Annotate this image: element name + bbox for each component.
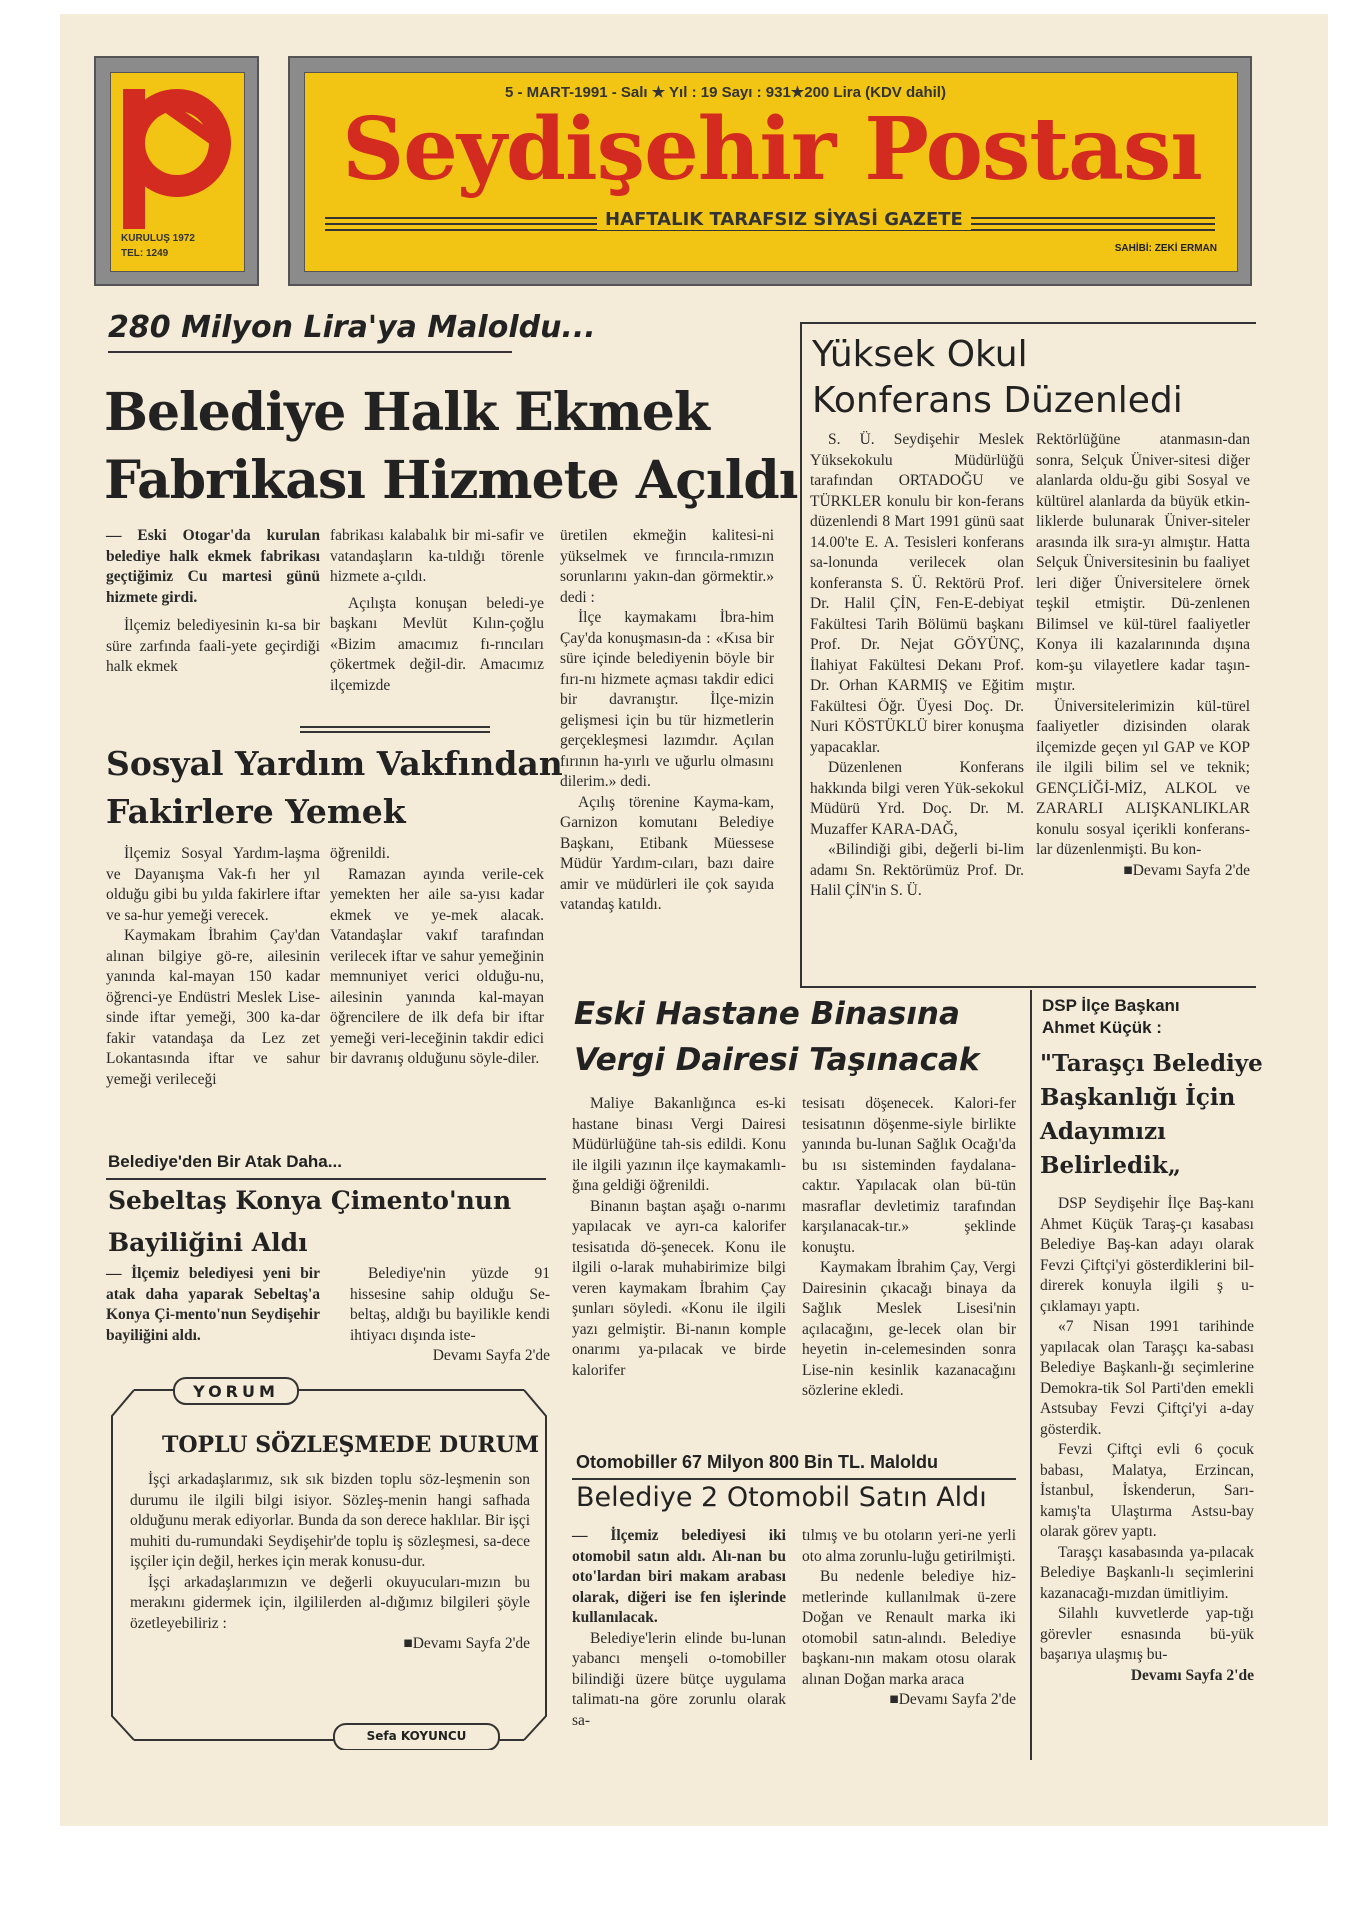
- conference-col2-paragraph: Rektörlüğüne atanmasın-dan sonra, Selçuk Üniver-sitesi diğer alanlarda oldu-ğu gibi Sosyal ve kültürel alanlarda da büyük etkin-liklerde bulunarak Üniver-siteler arasında ilk sıra-yı almıştır. Hatta Selçuk Üniversitesinin bu faaliyet leri diğer Üniversitelere örnek teşkil etmiştir. Dü-zenlenen Bilimsel ve kül-türel faaliyetler Konya ili kazalarınında dışına kom-şu vilayetlere kadar taşın-mıştır.: [1036, 431, 1250, 694]
- conference-col1-paragraph-3: «Bilindiği gibi, değerli bi-lim adamı Sn. Rektörümüz Prof. Dr. Halil ÇİN'in S. Ü.: [810, 841, 1024, 899]
- cars-col1-paragraph: Belediye'lerin elinde bu-lunan yabancı menşeli o-tomobiller bilindiği üzere bütçe uygulama talimatı-na göre zorunlu olarak sa-: [572, 1629, 786, 1729]
- tax-col1-paragraph-2: Binanın baştan aşağı o-narımı yapılacak ve ayrı-ca kalorifer tesisatıda dö-şenecek. Konu ile ilgili o-larak muhabirimize bilgi veren kaymakam İbrahim Çay şunları söyledi. «Konu ile ilgili yazı gelmiştir. Bi-nanın komple onarımı ya-pılacak ve birde kalorifer: [572, 1197, 786, 1379]
- bakery-kicker: 280 Milyon Lira'ya Maloldu...: [108, 310, 596, 345]
- yorum-label: YORUM: [193, 1382, 279, 1401]
- food-col1-paragraph-2: Kaymakam İbrahim Çay'dan alınan bilgiye gö-re, ailesinin yanında kal-mayan 150 kadar öğrenci-ye Endüstri Meslek Lise-sinde iftar yemeği, 300 ka-dar fakir vatandaşa da Lez zet Lokantasında iftar ve sahur yemeği verileceği: [106, 927, 320, 1088]
- divider: [800, 322, 802, 988]
- tax-col2-paragraph-2: Kaymakam İbrahim Çay, Vergi Dairesinin çıkacağı binaya da Sağlık Meslek Lisesi'nin açılacağını, ge-lecek olan bir heyetin in-celemesinden sonra Lise-nin kesinlik kazanacağını sözlerine ekledi.: [802, 1259, 1016, 1399]
- cars-headline: Belediye 2 Otomobil Satın Aldı: [576, 1482, 987, 1513]
- food-col2-paragraph: öğrenildi.: [330, 845, 390, 862]
- dsp-kicker-line1: DSP İlçe Başkanı: [1042, 996, 1180, 1015]
- conference-headline-line1: Yüksek Okul: [812, 334, 1028, 375]
- cars-column-2: [802, 1526, 1016, 1711]
- bakery-column-1: [106, 526, 320, 678]
- masthead: [304, 72, 1238, 272]
- subtitle-bar: [325, 209, 1215, 233]
- yorum-body: [130, 1470, 530, 1655]
- issue-dateline: 5 - MART-1991 - Salı ★ Yıl : 19 Sayı : 931★200 Lira (KDV dahil): [505, 84, 946, 101]
- kicker-underline: [108, 351, 512, 353]
- bakery-lead: — Eski Otogar'da kurulan belediye halk ekmek fabrikası geçtiğimiz Cu martesi günü hizmete girdi.: [106, 527, 320, 606]
- newspaper-logo: [110, 72, 245, 272]
- divider: [1030, 990, 1032, 1760]
- cars-continued: ■ Devamı Sayfa 2'de: [889, 1691, 1016, 1708]
- yorum-paragraph-1: İşçi arkadaşlarımız, sık sık bizden toplu söz-leşmenin son durumu ile ilgili bilgi isiyor. Sözleş-menin hangi safhada olduğunu merak ediyorlar. Bunda da son derece haklılar. Bir işçi muhiti du-rumundaki Seydişehir'de toplu iş sözleşmesi, sa-dece işçiler için değil, herkes için merak konusu-dur.: [130, 1471, 530, 1570]
- conference-col1-paragraph: S. Ü. Seydişehir Meslek Yüksekokulu Müdürlüğü tarafından ORTADOĞU ve TÜRKLER konulu bir kon-ferans düzenlendi 8 Mart 1991 günü saat 14.00'te E. A. Tesisleri konferans sa-lonunda verilecek olan konferansta S. Ü. Rektörü Prof. Dr. Halil ÇİN, Fen-E-debiyat Fakültesi Tarih Bölümü başkanı Prof. Dr. Nejat GÖYÜNÇ, İlahiyat Fakültesi Dekanı Prof. Dr. Orhan KARMIŞ ve Eğitim Fakültesi Öğr. Üyesi Doç. Dr. Nuri KÖSTÜKLÜ birer konuşma yapacaklar.: [810, 431, 1024, 756]
- dsp-paragraph-2: «7 Nisan 1991 tarihinde yapılacak olan Taraşçı ka-sabası Belediye Başkanlı-ğı seçimlerine Demokra-tik Sol Parti'den emekli Astsubay Fevzi Çiftçi'yi a-day gösterdik.: [1040, 1318, 1254, 1438]
- cement-col2-paragraph: Belediye'nin yüzde 91 hissesine sahip olduğu Se-beltaş, aldığı bu bayilikle kendi ihtiyacı dışında iste-: [350, 1265, 550, 1344]
- dsp-paragraph-3: Fevzi Çiftçi evli 6 çocuk babası, Malatya, Erzincan, İstanbul, İskenderun, Sarı-kamış'ta Ulaştırma Astsu-bay olarak görev yaptı.: [1040, 1441, 1254, 1540]
- food-col2-paragraph-2: Ramazan ayında verile-cek yemekten her aile sa-yısı kadar ekmek ve ye-mek alacak. Vatandaşlar vakıf tarafından verilecek iftar ve sahur yemeğinin memnuniyet verici olduğu-nu, ailesinin yanında kal-mayan öğrencilere de ilk defa bir iftar yemeği veri-leceğinin takdir edici bir davranış olduğunu söyle-diler.: [330, 865, 544, 1067]
- conference-column-2: [1036, 430, 1250, 881]
- cars-col2-paragraph: tılmış ve bu otoların yeri-ne yerli oto alma zorunlu-luğu getirilmişti.: [802, 1527, 1016, 1565]
- phone-number: TEL: 1249: [121, 248, 169, 259]
- dsp-paragraph-5: Silahlı kuvvetlerde yap-tığı görevler esnasında bü-yük başarıya ulaşmış bu-: [1040, 1605, 1254, 1663]
- cement-continued: Devamı Sayfa 2'de: [432, 1347, 550, 1364]
- bakery-col2-paragraph: fabrikası kalabalık bir mi-safir ve vatandaşların ka-tıldığı törenle hizmete a-çıldı.: [330, 527, 544, 585]
- bakery-column-3: [560, 526, 774, 916]
- divider: [300, 731, 490, 733]
- dsp-paragraph-1: DSP Seydişehir İlçe Baş-kanı Ahmet Küçük Taraş-çı kasabası Belediye Baş-kan adayı olarak Fevzi Çiftçi'yi gösterdiklerini bil-direrek konuyla ilgili ş u-çıklamayı yaptı.: [1040, 1195, 1254, 1315]
- tax-headline-line1: Eski Hastane Binasına: [574, 996, 960, 1032]
- cars-col2-paragraph-2: Bu nedenle belediye hiz-metlerinde kullanılmak ü-zere Doğan ve Renault marka iki otomobil satın-alındı. Belediye başkanı-nın makam otosu olarak alınan Doğan marka araca: [802, 1568, 1016, 1688]
- yorum-headline: TOPLU SÖZLEŞMEDE DURUM: [162, 1432, 540, 1458]
- cars-kicker: Otomobiller 67 Milyon 800 Bin TL. Maloldu: [576, 1452, 939, 1472]
- newspaper-title: Seydişehir Postası: [342, 99, 1202, 200]
- title-frame: [288, 56, 1252, 286]
- bakery-column-2: [330, 526, 544, 696]
- food-headline-line1: Sosyal Yardım Vakfından: [106, 744, 563, 783]
- food-col1-paragraph: İlçemiz Sosyal Yardım-laşma ve Dayanışma Vak-fı her yıl olduğu gibi bu yılda fakirlere iftar ve sa-hur yemeği verecek.: [106, 845, 320, 924]
- yorum-paragraph-2: İşçi arkadaşlarımızın ve değerli okuyucuları-mızın bu merakını gidermek için, ilgililerden al-dığımız bilgileri şöyle özetleyebiliriz :: [130, 1573, 530, 1632]
- cars-lead: — İlçemiz belediyesi iki otomobil satın aldı. Alı-nan bu oto'lardan biri makam arabası olarak, diğeri ise fen işlerinde kullanılacak.: [572, 1527, 786, 1626]
- divider: [800, 986, 1256, 988]
- cars-column-1: [572, 1526, 786, 1731]
- cement-headline-line1: Sebeltaş Konya Çimento'nun: [108, 1186, 512, 1215]
- food-column-2: [330, 844, 544, 1070]
- bakery-col3-paragraph-2: İlçe kaymakamı İbra-him Çay'da konuşmasın-da : «Kısa bir süre içinde belediyenin böyle bir fırı-nı hizmete açması takdir edici bir davranıştır. İlçe-mizin gelişmesi için bu tür hizmetlerin gerçekleşmesi lazımdır. Açılan fırının ha-yırlı ve uğurlu olmasını dilerim.» dedi.: [560, 609, 774, 790]
- founded-year: KURULUŞ 1972: [121, 233, 195, 244]
- dsp-headline-line4: Belirledik„: [1040, 1152, 1182, 1179]
- dsp-headline-line3: Adayımızı: [1040, 1118, 1166, 1145]
- logo-frame: [94, 56, 259, 286]
- conference-column-1: [810, 430, 1024, 902]
- bakery-col1-paragraph: İlçemiz belediyesinin kı-sa bir süre zarfında faali-yete geçirdiği halk ekmek: [106, 617, 320, 675]
- divider: [800, 322, 1256, 324]
- cement-column-1: [106, 1264, 320, 1346]
- tax-col2-paragraph: tesisatı döşenecek. Kalori-fer tesisatının döşenme-siyle birlikte yanında bu-lunan Sağlık Ocağı'da bu ısı sisteminden faydalana-caktır. Yapılacak olan bü-tün masraflar devletimiz tarafından karşılanacak-tır.» şeklinde konuştu.: [802, 1095, 1016, 1256]
- cement-column-2: [350, 1264, 550, 1367]
- conference-col1-paragraph-2: Düzenlenen Konferans hakkında bilgi veren Yük-sekokul Müdürü Yrd. Doç. Dr. M. Muzaffer KARA-DAĞ,: [810, 759, 1024, 838]
- dsp-continued: Devamı Sayfa 2'de: [1130, 1666, 1254, 1684]
- divider: [300, 726, 490, 728]
- yorum-continued: ■ Devamı Sayfa 2'de: [403, 1635, 530, 1652]
- cement-headline-line2: Bayiliğini Aldı: [108, 1228, 308, 1257]
- tax-column-1: [572, 1094, 786, 1381]
- food-headline-line2: Fakirlere Yemek: [106, 792, 406, 831]
- conference-col2-paragraph-2: Üniversitelerimizin kül-türel faaliyetler dizisinden olarak ilçemizde geçen yıl GAP ve KOP ile ilgili bilim sel ve teknik; GENÇLİĞİ-MİZ, ALKOL ve ZARARLI ALIŞKANLIKLAR konulu sosyal içerikli konferans-lar düzenlenmişti. Bu kon-: [1036, 697, 1250, 858]
- dsp-kicker-line2: Ahmet Küçük :: [1042, 1018, 1162, 1037]
- tax-column-2: [802, 1094, 1016, 1402]
- owner-line: SAHİBİ: ZEKİ ERMAN: [1114, 243, 1217, 254]
- tax-headline-line2: Vergi Dairesi Taşınacak: [574, 1042, 980, 1078]
- conference-headline-line2: Konferans Düzenledi: [812, 380, 1183, 421]
- bakery-col3-paragraph: üretilen ekmeğin kalitesi-ni yükselmek ve fırıncıla-rımızın sorunlarını yakın-dan görmektir.» dedi :: [560, 527, 774, 606]
- food-column-1: [106, 844, 320, 1090]
- yorum-author: Sefa KOYUNCU: [366, 1729, 467, 1743]
- bakery-headline-line2: Fabrikası Hizmete Açıldı: [104, 450, 798, 511]
- tax-col1-paragraph: Maliye Bakanlığınca es-ki hastane binası Vergi Dairesi Müdürlüğüne tah-sis edildi. Konu ile ilgili yazının ilçe kaymakamlı-ğına geldiği öğrenildi.: [572, 1095, 786, 1194]
- bakery-col3-paragraph-3: Açılış törenine Kayma-kam, Garnizon komutanı Belediye Başkanı, Etibank Müessese Müdür Yardım-cıları, bazı daire amir ve müdürleri ile çok sayıda vatandaş katıldı.: [560, 793, 774, 913]
- dsp-headline-line2: Başkanlığı İçin: [1040, 1084, 1236, 1111]
- cement-lead: — İlçemiz belediyesi yeni bir atak daha yaparak Sebeltaş'a Konya Çi-mento'nun Seydişehir bayiliğini aldı.: [106, 1265, 320, 1344]
- newspaper-subtitle: HAFTALIK TARAFSIZ SİYASİ GAZETE: [597, 209, 971, 230]
- conference-continued: ■ Devamı Sayfa 2'de: [1123, 862, 1250, 879]
- divider: [572, 1478, 1016, 1480]
- divider: [106, 1178, 546, 1180]
- bakery-col2-paragraph-2: Açılışta konuşan beledi-ye başkanı Mevlüt Kılın-çoğlu «Bizim amacımız fı-rıncıları çökertmek değil-dir. Amacımız ilçemizde: [330, 594, 544, 694]
- cement-kicker: Belediye'den Bir Atak Daha...: [108, 1152, 342, 1171]
- dsp-column: [1040, 1194, 1254, 1686]
- dsp-paragraph-4: Taraşçı kasabasında ya-pılacak Belediye Başkanlı-lı seçimlerini kazanacağı-mızdan ümitliyim.: [1040, 1543, 1254, 1602]
- bakery-headline-line1: Belediye Halk Ekmek: [104, 382, 709, 443]
- dsp-headline-line1: "Taraşçı Belediye: [1040, 1050, 1263, 1077]
